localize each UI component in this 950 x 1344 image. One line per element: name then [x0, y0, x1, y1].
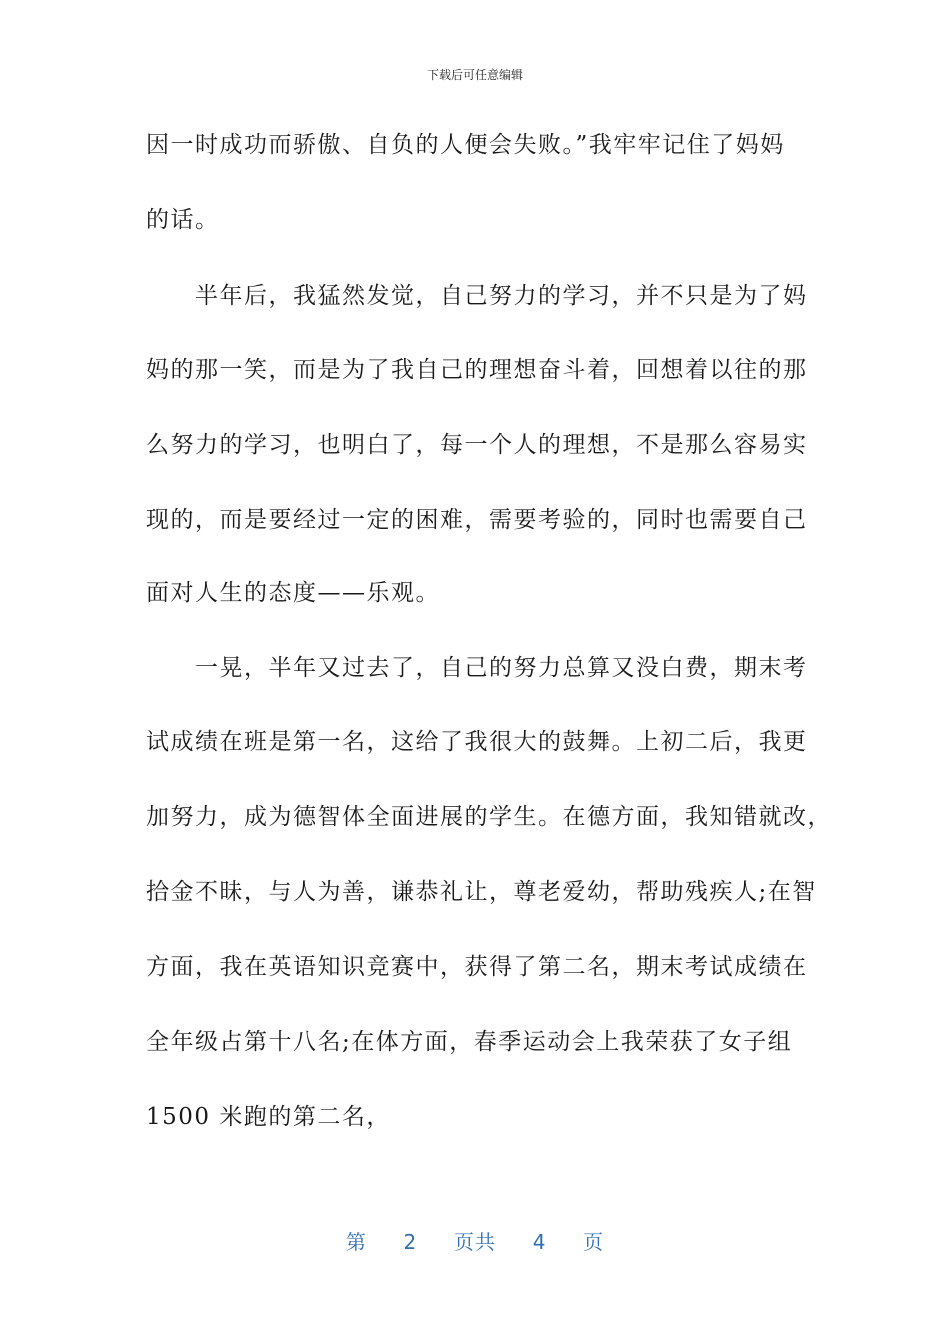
text-line-12: 方面，我在英语知识竞赛中，获得了第二名，期末考试成绩在 — [146, 954, 808, 980]
text-line-14: 1500 米跑的第二名， — [146, 1104, 391, 1130]
header-note: 下载后可任意编辑 — [426, 68, 523, 82]
text-line-7: 面对人生的态度——乐观。 — [146, 580, 440, 606]
footer-middle: 页共 — [454, 1230, 496, 1254]
footer-page-number: 2 — [403, 1230, 418, 1254]
text-line-11: 拾金不昧，与人为善，谦恭礼让，尊老爱幼，帮助残疾人;在智 — [146, 879, 817, 905]
text-line-4: 妈的那一笑，而是为了我自己的理想奋斗着，回想着以往的那 — [146, 357, 808, 383]
page-footer — [0, 1226, 950, 1255]
text-line-2: 的话。 — [146, 207, 220, 233]
text-line-9: 试成绩在班是第一名，这给了我很大的鼓舞。上初二后，我更 — [146, 729, 808, 755]
text-line-1: 因一时成功而骄傲、自负的人便会失败。”我牢牢记住了妈妈 — [146, 132, 785, 158]
footer-total-pages: 4 — [532, 1230, 547, 1254]
text-line-3: 半年后，我猛然发觉，自己努力的学习，并不只是为了妈 — [146, 283, 808, 309]
text-line-5: 么努力的学习，也明白了，每一个人的理想，不是那么容易实 — [146, 432, 808, 458]
footer-prefix: 第 — [345, 1230, 367, 1254]
text-line-13: 全年级占第十八名;在体方面，春季运动会上我荣获了女子组 — [146, 1029, 793, 1055]
text-line-6: 现的，而是要经过一定的困难，需要考验的，同时也需要自己 — [146, 507, 808, 533]
text-line-10: 加努力，成为德智体全面进展的学生。在德方面，我知错就改， — [146, 804, 832, 830]
footer-suffix: 页 — [583, 1230, 605, 1254]
text-line-8: 一晃，半年又过去了，自己的努力总算又没白费，期末考 — [146, 655, 808, 681]
